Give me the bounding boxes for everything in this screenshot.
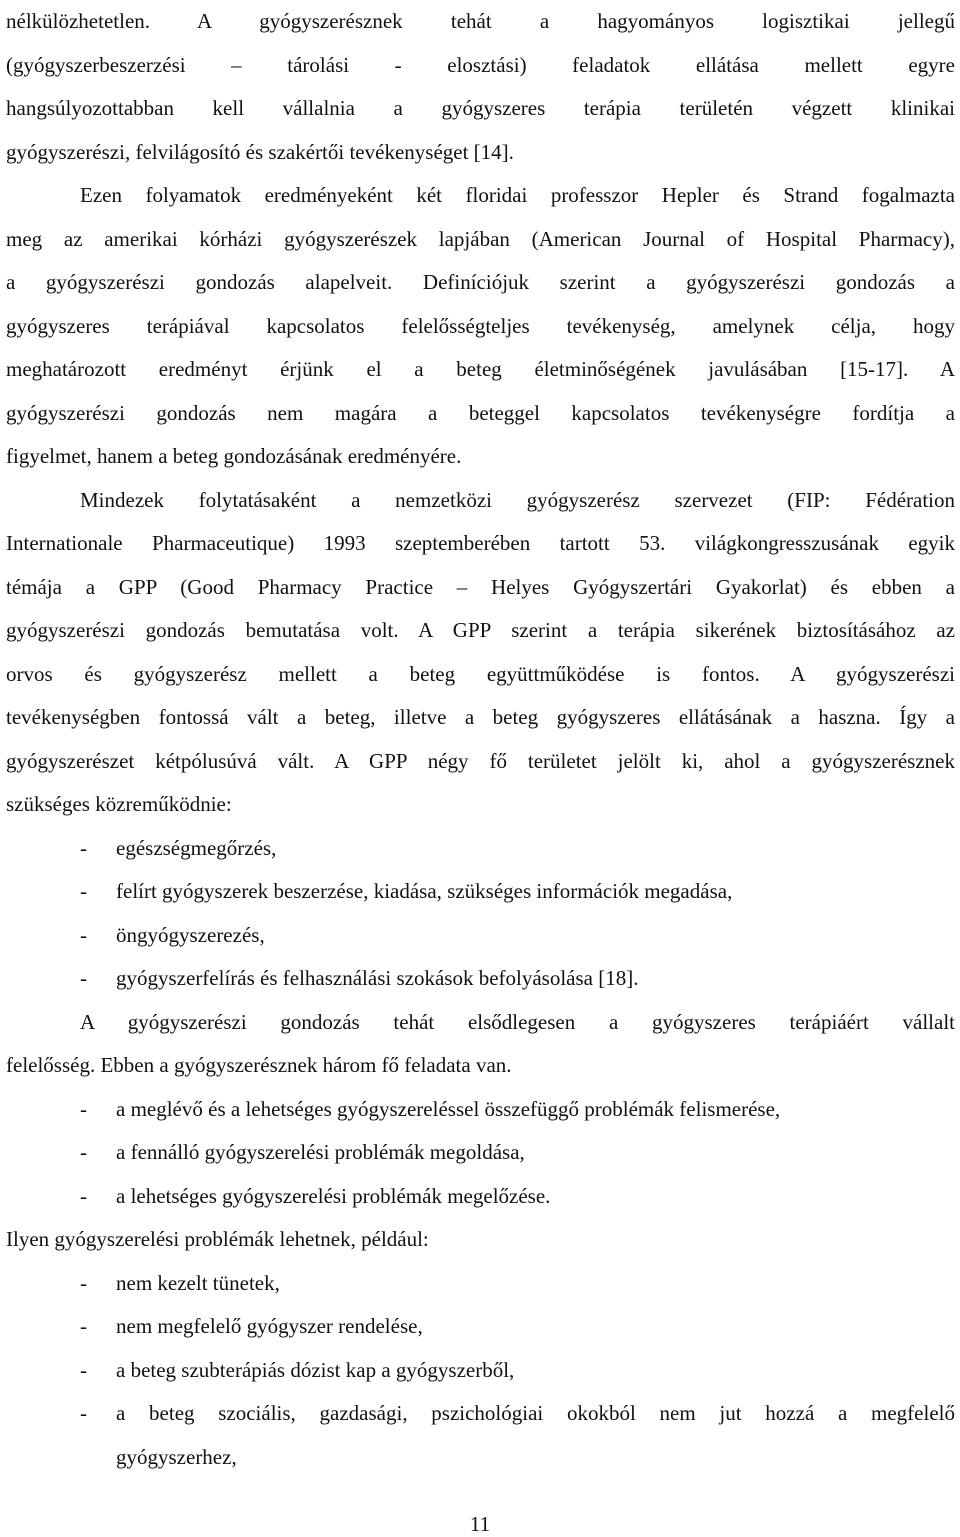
list-dash: - [80,835,87,860]
list-item-text: egészségmegőrzés, [116,835,277,860]
list-item [6,1349,955,1393]
bullet-list-pharmacist-tasks [6,1088,955,1219]
list-item-text: a fennálló gyógyszerelési problémák megoldása, [116,1140,525,1164]
list-dash: - [80,1401,87,1425]
text-line: A gyógyszerészi gondozás tehát elsődlegesen a gyógyszeres terápiáért vállalt [80,1009,955,1034]
text-line: Mindezek folytatásaként a nemzetközi gyógyszerész szervezet (FIP: Fédération [80,487,955,512]
list-item-text: öngyógyszerezés, [116,922,265,947]
text-line: hangsúlyozottabban kell vállalnia a gyógyszeres terápia területén végzett klinikai [6,96,955,120]
list-dash: - [80,1183,87,1208]
text-line: tevékenységben fontossá vált a beteg, illetve a beteg gyógyszeres ellátásának a haszna. Így a [6,705,955,729]
text-line: Ezen folyamatok eredményeként két floridai professzor Hepler és Strand fogalmazta [80,183,955,207]
list-item [6,1088,955,1132]
text-line: figyelmet, hanem a beteg gondozásának eredményére. [6,444,462,468]
text-line: orvos és gyógyszerész mellett a beteg együttműködése is fontos. A gyógyszerészi [6,661,955,686]
list-dash: - [80,1096,87,1121]
list-item [6,957,955,1001]
list-item [6,914,955,958]
list-item [6,1131,955,1175]
text-line: témája a GPP (Good Pharmacy Practice – Helyes Gyógyszertári Gyakorlat) és ebben a [6,574,955,599]
list-item [6,1262,955,1306]
text-line: felelősség. Ebben a gyógyszerésznek három fő feladata van. [6,1053,512,1077]
list-dash: - [80,922,87,947]
text-line: a gyógyszerészi gondozás alapelveit. Definíciójuk szerint a gyógyszerészi gondozás a [6,270,955,294]
list-item-text: nem megfelelő gyógyszer rendelése, [116,1314,423,1338]
list-item-text: nem kezelt tünetek, [116,1270,280,1295]
text-line: meg az amerikai kórházi gyógyszerészek lapjában (American Journal of Hospital Pharmacy), [6,226,955,251]
list-dash: - [80,1140,87,1164]
list-item-text: a beteg szubterápiás dózist kap a gyógyszerből, [116,1357,515,1382]
list-dash: - [80,1357,87,1382]
list-item-text: felírt gyógyszerek beszerzése, kiadása, szükséges információk megadása, [116,879,733,903]
page-number: 11 [469,1512,491,1536]
list-item [6,1392,955,1436]
paragraph-3 [6,479,955,827]
text-line: Internationale Pharmaceutique) 1993 szeptemberében tartott 53. világkongresszusának egyik [6,531,955,555]
list-item-text: a beteg szociális, gazdasági, pszichológiai okokból nem jut hozzá a megfelelő [116,1401,955,1425]
list-item [6,870,955,914]
list-item [6,1175,955,1219]
paragraph-2 [6,174,955,479]
text-line: gyógyszerészet kétpólusúvá vált. A GPP négy fő területet jelölt ki, ahol a gyógyszerésznek [6,748,955,773]
list-dash: - [80,1270,87,1295]
list-item [6,827,955,871]
list-item-text: gyógyszerfelírás és felhasználási szokások befolyásolása [18]. [116,966,639,990]
list-dash: - [80,966,87,990]
list-dash: - [80,1314,87,1338]
paragraph-1 [6,0,955,174]
text-line: gyógyszerészi gondozás bemutatása volt. A GPP szerint a terápia sikerének biztosításához az [6,618,955,642]
document-page [6,0,955,1479]
list-dash: - [80,879,87,903]
text-line: szükséges közreműködnie: [6,792,232,816]
text-line: (gyógyszerbeszerzési – tárolási - elosztási) feladatok ellátása mellett egyre [6,52,955,77]
bullet-list-medication-problems [6,1262,955,1480]
text-line: gyógyszerészi gondozás nem magára a beteggel kapcsolatos tevékenységre fordítja a [6,400,955,425]
text-line: nélkülözhetetlen. A gyógyszerésznek tehát a hagyományos logisztikai jellegű [6,9,955,33]
list-item-text: a meglévő és a lehetséges gyógyszereléssel összefüggő problémák felismerése, [116,1096,781,1121]
list-item [6,1305,955,1349]
paragraph-4 [6,1001,955,1088]
text-line: gyógyszeres terápiával kapcsolatos felelősségteljes tevékenység, amelynek célja, hogy [6,313,955,338]
list-item-text: a lehetséges gyógyszerelési problémák megelőzése. [116,1183,551,1208]
paragraph-5: Ilyen gyógyszerelési problémák lehetnek, például: [6,1227,429,1251]
text-line: gyógyszerészi, felvilágosító és szakértői tevékenységet [14]. [6,139,514,164]
list-item-continuation: gyógyszerhez, [116,1444,237,1469]
text-line: meghatározott eredményt érjünk el a beteg életminőségének javulásában [15-17]. A [6,357,955,381]
bullet-list-gpp-areas [6,827,955,1001]
